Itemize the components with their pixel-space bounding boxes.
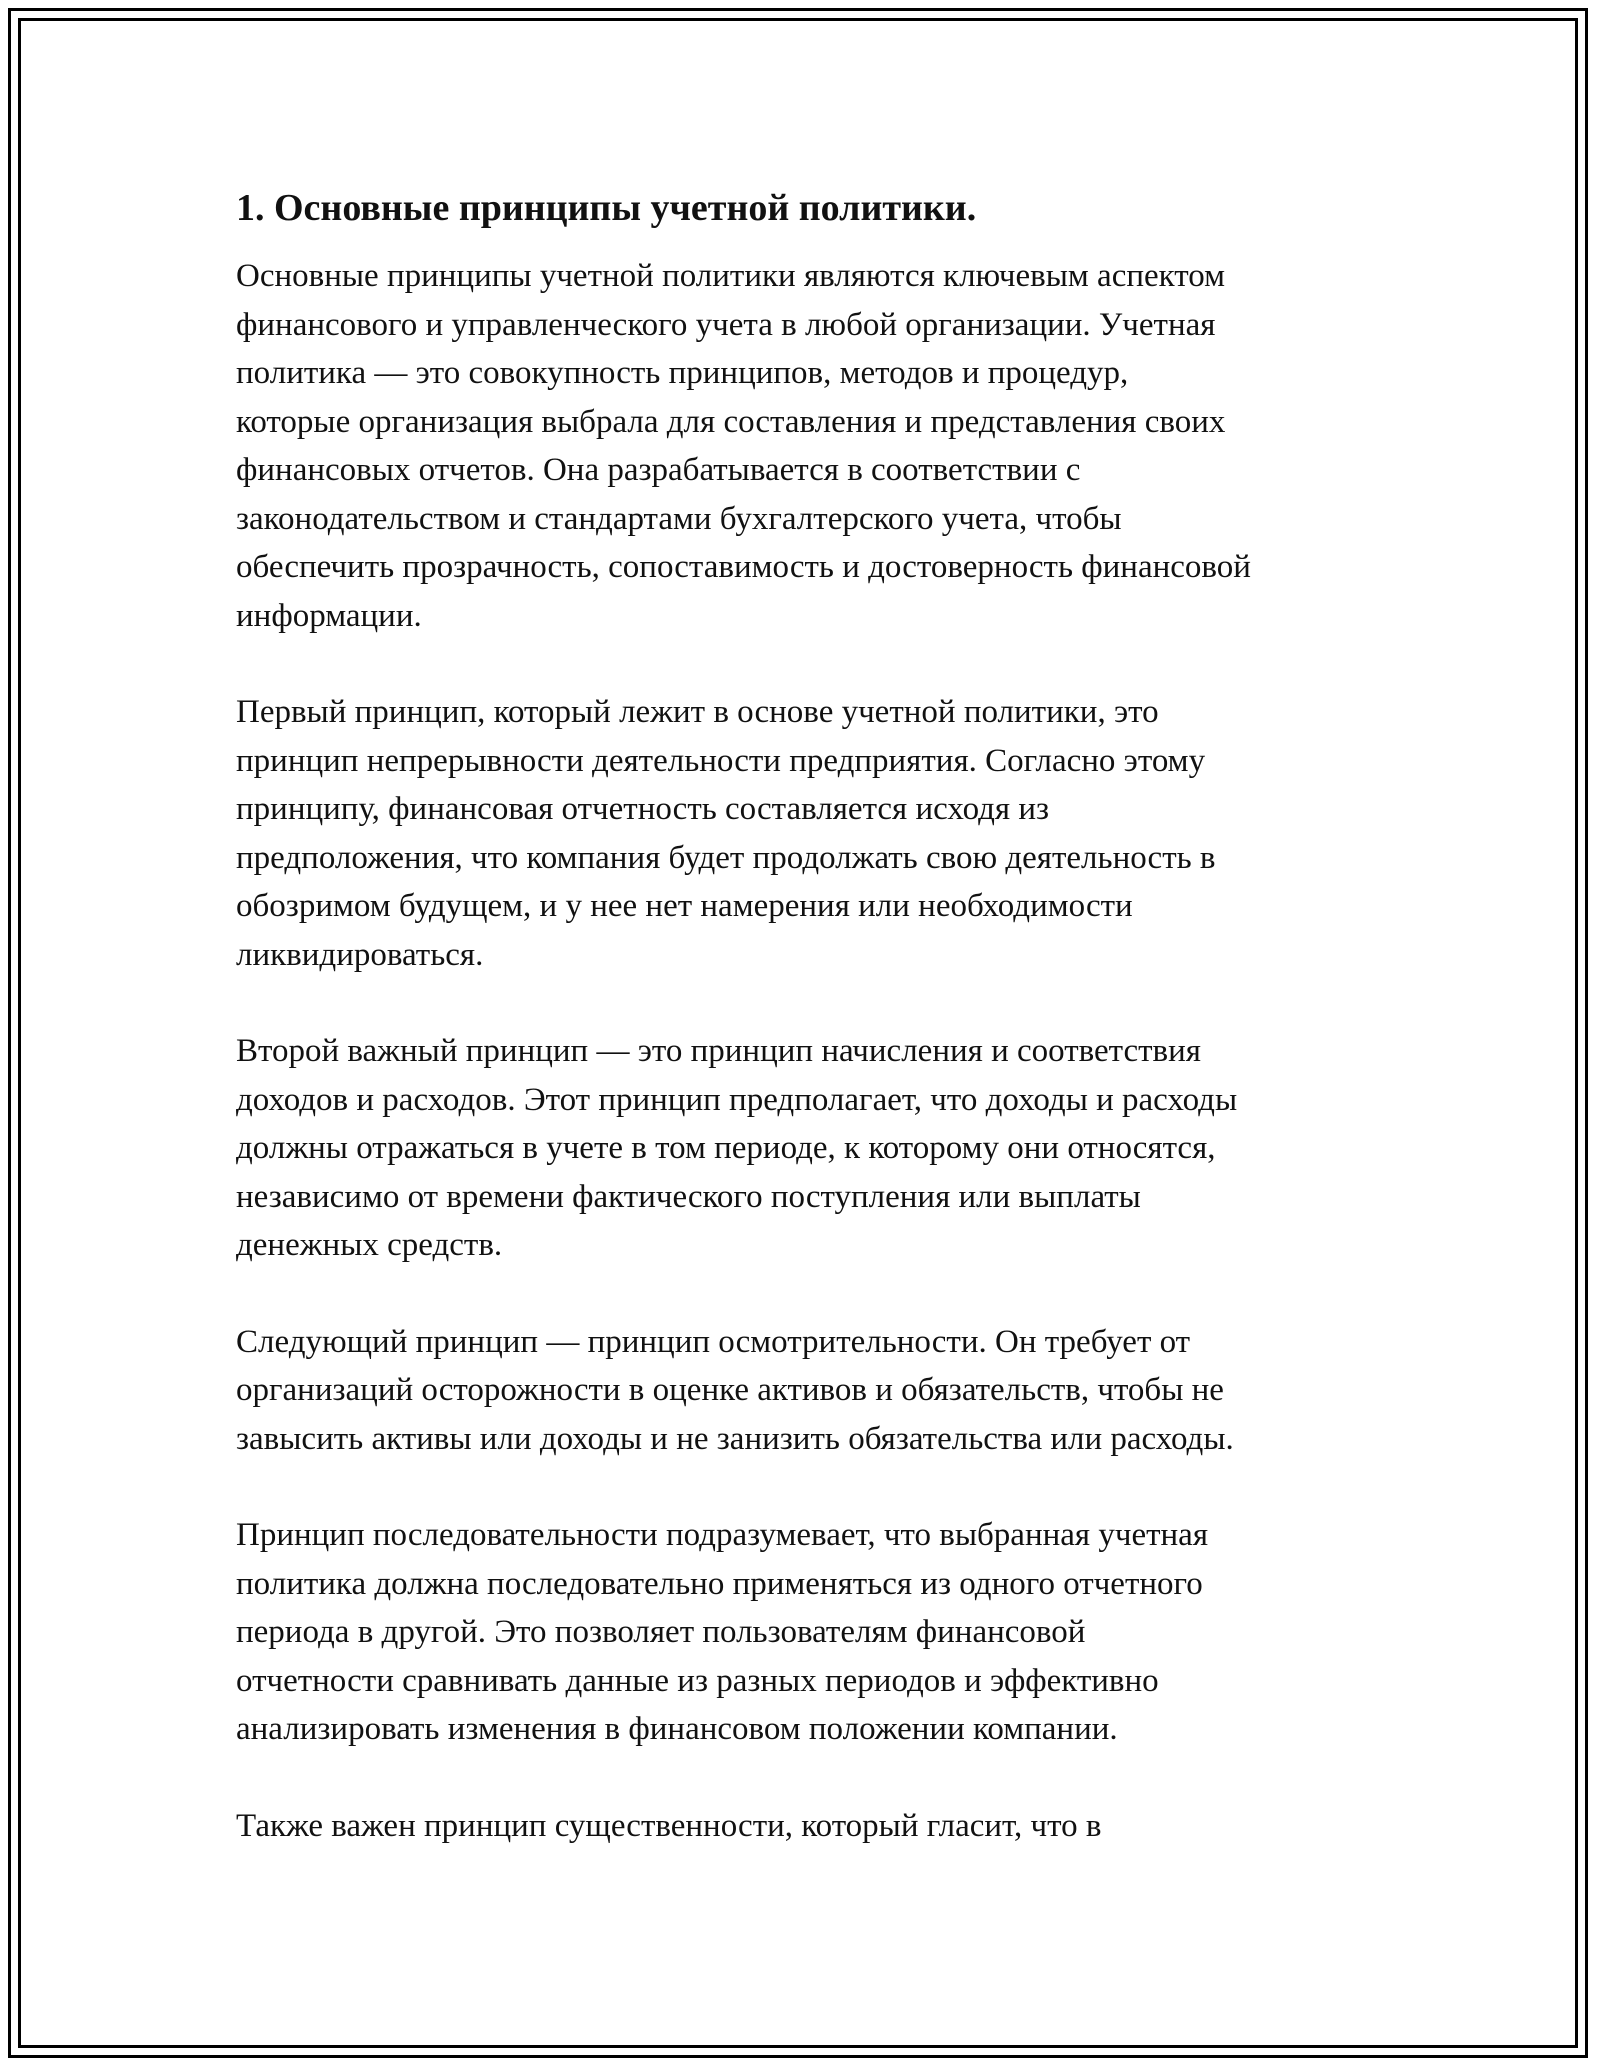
paragraph-intro: Основные принципы учетной политики являются ключевым аспектом финансового и управленческого учета в любой организации. Учетная политика — это совокупность принципов, методов и процедур, которые организация выбрала для составления и представления своих финансовых отчетов. Она разрабатывается в соответствии с законодательством и стандартами бухгалтерского учета, чтобы обеспечить прозрачность, сопоставимость и достоверность финансовой информации.	[236, 258, 1251, 634]
paragraph-materiality: Также важен принцип существенности, который гласит, что в	[236, 1807, 1102, 1844]
document-body	[236, 184, 1386, 1898]
paragraph-prudence: Следующий принцип — принцип осмотрительности. Он требует от организаций осторожности в оценке активов и обязательств, чтобы не завысить активы или доходы и не занизить обязательства или расходы.	[236, 1323, 1234, 1457]
paragraph-consistency: Принцип последовательности подразумевает, что выбранная учетная политика должна последовательно применяться из одного отчетного периода в другой. Это позволяет пользователям финансовой отчетности сравнивать данные из разных периодов и эффективно анализировать изменения в финансовом положении компании.	[236, 1517, 1209, 1747]
paragraph-going-concern: Первый принцип, который лежит в основе учетной политики, это принцип непрерывности деятельности предприятия. Согласно этому принципу, финансовая отчетность составляется исходя из предположения, что компания будет продолжать свою деятельность в обозримом будущем, и у нее нет намерения или необходимости ликвидироваться.	[236, 694, 1216, 973]
section-heading: 1. Основные принципы учетной политики.	[236, 187, 977, 229]
paragraph-accrual: Второй важный принцип — это принцип начисления и соответствия доходов и расходов. Этот принцип предполагает, что доходы и расходы должны отражаться в учете в том периоде, к которому они относятся, независимо от времени фактического поступления или выплаты денежных средств.	[236, 1033, 1238, 1263]
